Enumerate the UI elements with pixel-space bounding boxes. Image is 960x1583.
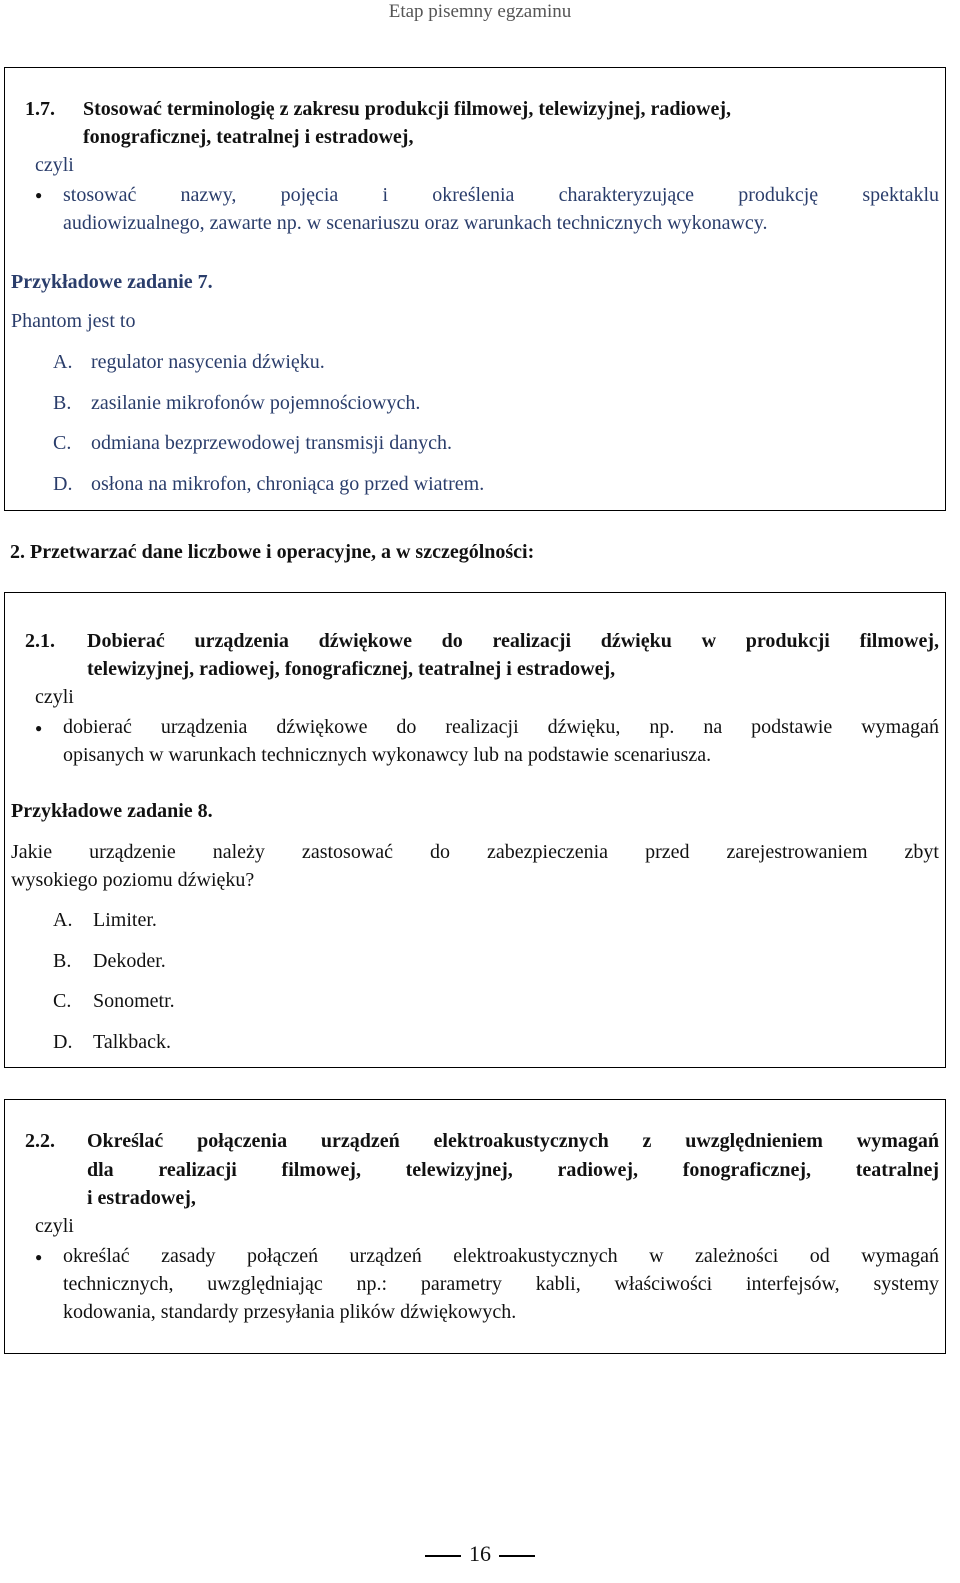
footer-dash-right	[499, 1555, 535, 1557]
option-a-text: regulator nasycenia dźwięku.	[91, 351, 325, 373]
page-header: Etap pisemny egzaminu	[388, 1, 572, 22]
section-2-2-box	[4, 1099, 946, 1354]
section-number: 2.2.	[25, 1130, 55, 1152]
page-number: 16	[469, 1541, 491, 1566]
bullet-text-line3: kodowania, standardy przesyłania plików dźwiękowych.	[63, 1301, 517, 1323]
section-2-title: 2. Przetwarzać dane liczbowe i operacyjne, a w szczególności:	[10, 541, 535, 563]
option-d-text: osłona na mikrofon, chroniąca go przed wiatrem.	[91, 473, 485, 495]
option-d-text: Talkback.	[93, 1031, 172, 1053]
option-b-text: zasilanie mikrofonów pojemnościowych.	[91, 392, 421, 414]
section-title-line2: dla realizacji filmowej, telewizyjnej, radiowej, fonograficznej, teatralnej	[87, 1159, 939, 1181]
czyli-label: czyli	[35, 1215, 74, 1237]
example-title: Przykładowe zadanie 8.	[11, 800, 213, 822]
page-footer	[0, 1541, 960, 1567]
question-line2: wysokiego poziomu dźwięku?	[11, 869, 255, 891]
section-number: 2.1.	[25, 630, 55, 652]
section-1-7-box	[4, 67, 946, 511]
option-c-text: odmiana bezprzewodowej transmisji danych.	[91, 432, 452, 454]
bullet-icon: ●	[35, 721, 43, 735]
bullet-icon: ●	[35, 1250, 43, 1264]
section-title-line2: telewizyjnej, radiowej, fonograficznej, teatralnej i estradowej,	[87, 658, 616, 680]
bullet-icon: ●	[35, 188, 43, 202]
option-a-letter: A.	[53, 351, 73, 373]
footer-dash-left	[425, 1555, 461, 1557]
option-c-letter: C.	[53, 990, 72, 1012]
bullet-text-line2: opisanych w warunkach technicznych wykonawcy lub na podstawie scenariusza.	[63, 744, 712, 766]
option-b-text: Dekoder.	[93, 950, 166, 972]
bullet-text-line1: określać zasady połączeń urządzeń elektroakustycznych w zależności od wymagań	[63, 1245, 939, 1267]
czyli-label: czyli	[35, 154, 74, 176]
question-text: Phantom jest to	[11, 310, 136, 332]
option-c-text: Sonometr.	[93, 990, 175, 1012]
section-title-line1: Dobierać urządzenia dźwiękowe do realizacji dźwięku w produkcji filmowej,	[87, 630, 939, 652]
question-line1: Jakie urządzenie należy zastosować do zabezpieczenia przed zarejestrowaniem zbyt	[11, 841, 939, 863]
bullet-text-line1: dobierać urządzenia dźwiękowe do realizacji dźwięku, np. na podstawie wymagań	[63, 716, 939, 738]
option-a-letter: A.	[53, 909, 73, 931]
section-title-line3: i estradowej,	[87, 1187, 196, 1209]
option-d-letter: D.	[53, 473, 73, 495]
section-2-1-box	[4, 592, 946, 1068]
section-title-line1: Określać połączenia urządzeń elektroakustycznych z uwzględnieniem wymagań	[87, 1130, 939, 1152]
bullet-text-line1: stosować nazwy, pojęcia i określenia charakteryzujące produkcję spektaklu	[63, 184, 939, 206]
option-d-letter: D.	[53, 1031, 73, 1053]
option-b-letter: B.	[53, 392, 72, 414]
czyli-label: czyli	[35, 686, 74, 708]
bullet-text-line2: audiowizualnego, zawarte np. w scenariuszu oraz warunkach technicznych wykonawcy.	[63, 212, 768, 234]
section-title-line1: Stosować terminologię z zakresu produkcji filmowej, telewizyjnej, radiowej,	[83, 98, 732, 120]
option-b-letter: B.	[53, 950, 72, 972]
option-a-text: Limiter.	[93, 909, 157, 931]
section-number: 1.7.	[25, 98, 55, 120]
section-title-line2: fonograficznej, teatralnej i estradowej,	[83, 126, 414, 148]
example-title: Przykładowe zadanie 7.	[11, 271, 213, 293]
bullet-text-line2: technicznych, uwzględniając np.: parametry kabli, właściwości interfejsów, systemy	[63, 1273, 939, 1295]
option-c-letter: C.	[53, 432, 72, 454]
